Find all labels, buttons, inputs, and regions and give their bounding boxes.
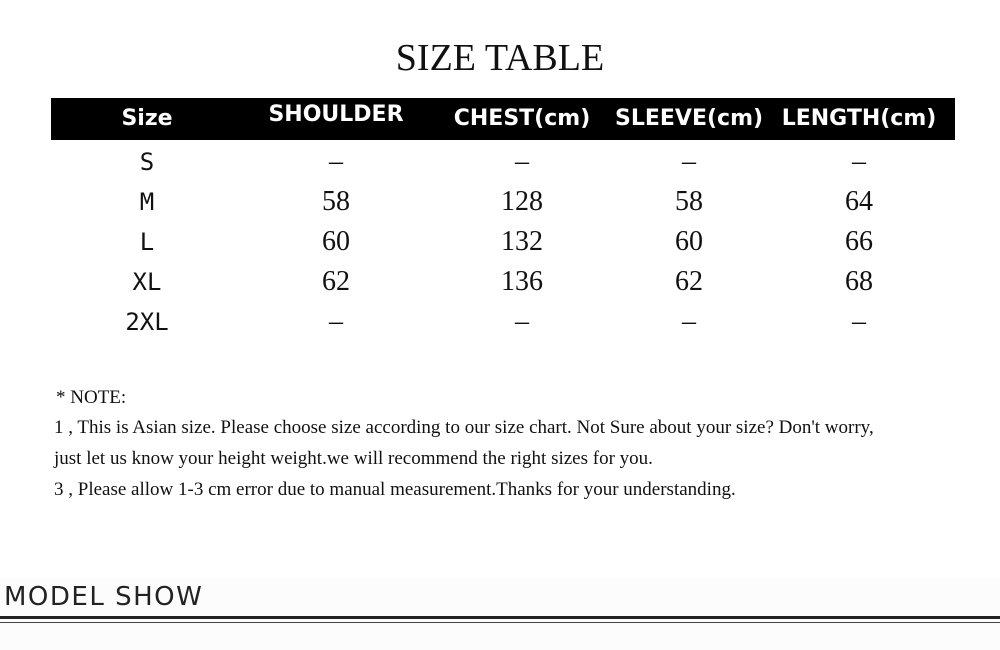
header-chest: CHEST(cm) [453, 106, 591, 131]
table-row [51, 262, 955, 302]
note-heading: * NOTE: [56, 387, 127, 408]
note-line-2: just let us know your height weight.we will recommend the right sizes for you. [54, 448, 653, 469]
chest-cell: – [515, 146, 529, 177]
size-cell: S [139, 148, 155, 176]
shoulder-cell: 62 [322, 266, 350, 297]
table-row [51, 182, 955, 222]
shoulder-cell: – [329, 306, 343, 337]
length-cell: 64 [845, 186, 873, 217]
sleeve-cell: – [682, 306, 696, 337]
shoulder-cell: 58 [322, 186, 350, 217]
shoulder-cell: 60 [322, 226, 350, 257]
size-cell: 2XL [125, 308, 169, 336]
chest-cell: – [515, 306, 529, 337]
header-length: LENGTH(cm) [781, 106, 937, 131]
length-cell: – [852, 306, 866, 337]
table-row [51, 142, 955, 182]
model-show-section [0, 578, 1000, 650]
chest-cell: 132 [501, 226, 543, 257]
size-table-header [51, 98, 955, 140]
sleeve-cell: 58 [675, 186, 703, 217]
length-cell: 68 [845, 266, 873, 297]
sleeve-cell: 60 [675, 226, 703, 257]
size-notes [54, 384, 954, 505]
note-line-1: 1 , This is Asian size. Please choose size according to our size chart. Not Sure about your size? Don't worry, [54, 417, 874, 438]
size-cell: XL [132, 268, 162, 296]
table-row [51, 302, 955, 342]
sleeve-cell: – [682, 146, 696, 177]
model-show-heading: MODEL SHOW [4, 582, 204, 612]
size-cell: M [139, 188, 155, 216]
size-cell: L [139, 228, 155, 256]
header-shoulder: SHOULDER [268, 102, 404, 127]
chest-cell: 136 [501, 266, 543, 297]
divider-thin [0, 622, 1000, 623]
table-row [51, 222, 955, 262]
length-cell: 66 [845, 226, 873, 257]
length-cell: – [852, 146, 866, 177]
note-line-3: 3 , Please allow 1-3 cm error due to manual measurement.Thanks for your understanding. [54, 479, 736, 500]
divider-thick [0, 616, 1000, 619]
page-title: SIZE TABLE [395, 37, 605, 79]
header-sleeve: SLEEVE(cm) [615, 106, 764, 131]
sleeve-cell: 62 [675, 266, 703, 297]
header-size: Size [121, 106, 173, 131]
shoulder-cell: – [329, 146, 343, 177]
chest-cell: 128 [501, 186, 543, 217]
